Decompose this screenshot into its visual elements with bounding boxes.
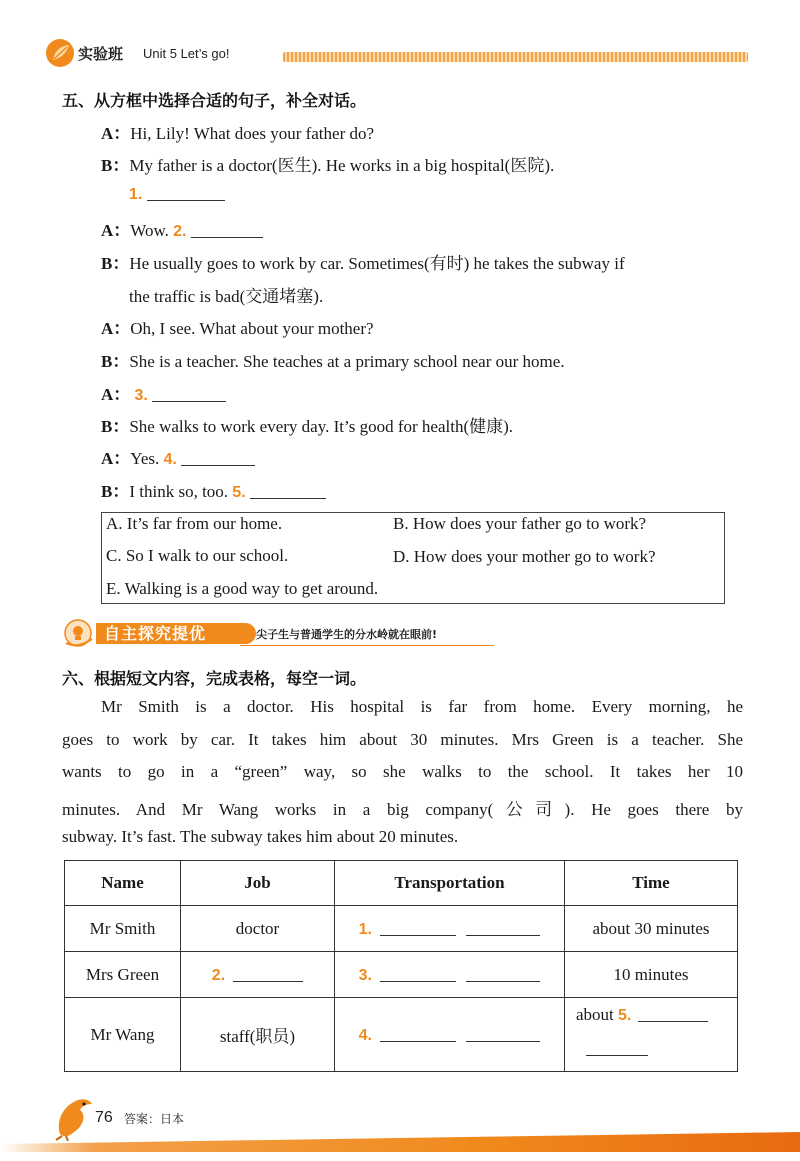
dialogue-line xyxy=(101,477,326,502)
passage-line: subway. It’s fast. The subway takes him about 20 minutes. xyxy=(62,827,459,846)
blank-number: 2. xyxy=(173,223,187,240)
table-blank-1b[interactable] xyxy=(466,934,540,936)
answer-blank-5[interactable] xyxy=(250,497,326,499)
cell-job: doctor xyxy=(181,906,335,952)
dialogue-text: Yes. xyxy=(130,449,160,468)
header-divider xyxy=(283,52,748,62)
cell-time xyxy=(565,998,738,1072)
option-d: D. How does your mother go to work? xyxy=(393,547,656,566)
header-name: Name xyxy=(65,861,181,906)
dialogue-line xyxy=(129,184,225,204)
cell-job: staff(职员) xyxy=(181,998,335,1072)
cell-transportation xyxy=(335,906,565,952)
dialogue-text: Hi, Lily! What does your father do? xyxy=(130,124,375,143)
speaker-label: B： xyxy=(101,352,130,371)
dialogue-line xyxy=(101,151,554,176)
option-a: A. It’s far from our home. xyxy=(106,514,283,533)
table-blank-2[interactable] xyxy=(233,980,303,982)
section-6-title: 六、根据短文内容，完成表格，每空一词。 xyxy=(62,669,367,688)
header-time: Time xyxy=(565,861,738,906)
dialogue-line xyxy=(101,347,565,372)
table-blank-5a[interactable] xyxy=(638,1020,708,1022)
dialogue-text: I think so, too. xyxy=(129,482,229,501)
table-blank-3a[interactable] xyxy=(380,980,456,982)
dialogue-text: the traffic is bad(交通堵塞). xyxy=(129,287,324,306)
banner-underline xyxy=(240,645,494,646)
blank-number: 3. xyxy=(358,966,372,984)
dialogue-line xyxy=(101,314,374,339)
answer-blank-4[interactable] xyxy=(181,464,255,466)
answer-blank-3[interactable] xyxy=(152,400,226,402)
dialogue-text: My father is a doctor(医生). He works in a big hospital(医院). xyxy=(129,156,555,175)
speaker-label: A： xyxy=(101,124,131,143)
option-e: E. Walking is a good way to get around. xyxy=(106,579,379,598)
banner-subtitle: 尖子生与普通学生的分水岭就在眼前! xyxy=(256,628,438,641)
speaker-label: B： xyxy=(101,254,130,273)
passage-line: wants to go in a “green” way, so she walks to the school. It takes her 10 xyxy=(62,762,743,781)
passage-line: Mr Smith is a doctor. His hospital is far from home. Every morning, he xyxy=(101,697,743,716)
table-row xyxy=(65,952,738,998)
cell-transportation xyxy=(335,952,565,998)
speaker-label: A： xyxy=(101,385,131,404)
cell-name: Mrs Green xyxy=(65,952,181,998)
blank-number: 3. xyxy=(134,387,148,404)
dialogue-line xyxy=(101,119,374,144)
brand-title: 实验班 xyxy=(78,45,124,63)
dialogue-text: She is a teacher. She teaches at a primary school near our home. xyxy=(129,352,565,371)
speaker-label: B： xyxy=(101,417,130,436)
time-prefix: about xyxy=(576,1004,614,1024)
passage-line: goes to work by car. It takes him about 30 minutes. Mrs Green is a teacher. She xyxy=(62,730,743,749)
table-blank-1a[interactable] xyxy=(380,934,456,936)
dolphin-mascot-icon xyxy=(52,1092,96,1142)
banner-title: 自主探究提优 xyxy=(96,623,256,644)
dialogue-text: She walks to work every day. It’s good for health(健康). xyxy=(129,417,514,436)
header-transportation: Transportation xyxy=(335,861,565,906)
dialogue-text: Oh, I see. What about your mother? xyxy=(130,319,374,338)
cell-job xyxy=(181,952,335,998)
cell-transportation xyxy=(335,998,565,1072)
blank-number: 1. xyxy=(129,186,143,203)
section-5-title: 五、从方框中选择合适的句子，补全对话。 xyxy=(62,91,367,110)
blank-number: 4. xyxy=(358,1026,372,1044)
cell-name: Mr Smith xyxy=(65,906,181,952)
passage-line: minutes. And Mr Wang works in a big company(公司). He goes there by xyxy=(62,800,743,819)
speaker-label: B： xyxy=(101,482,130,501)
answer-blank-2[interactable] xyxy=(191,236,263,238)
dialogue-text: He usually goes to work by car. Sometimes(有时) he takes the subway if xyxy=(129,254,625,273)
blank-number: 2. xyxy=(211,966,226,984)
table-header-row xyxy=(65,861,738,906)
option-c: C. So I walk to our school. xyxy=(106,546,289,565)
answer-blank-1[interactable] xyxy=(147,199,225,201)
dialogue-line xyxy=(101,380,226,405)
blank-number: 4. xyxy=(163,451,177,468)
footer-stripe xyxy=(0,1132,800,1152)
cell-time: 10 minutes xyxy=(565,952,738,998)
dialogue-line xyxy=(101,444,255,469)
page-number: 76 xyxy=(95,1109,113,1126)
header-job: Job xyxy=(181,861,335,906)
dialogue-text: Wow. xyxy=(130,221,169,240)
table-blank-4b[interactable] xyxy=(466,1040,540,1042)
unit-title: Unit 5 Let’s go! xyxy=(143,46,230,61)
bulb-badge-icon xyxy=(62,619,98,647)
table-blank-3b[interactable] xyxy=(466,980,540,982)
table-blank-5b[interactable] xyxy=(586,1054,648,1056)
dialogue-line xyxy=(101,249,625,274)
speaker-label: A： xyxy=(101,449,131,468)
dialogue-line xyxy=(101,412,513,437)
cell-name: Mr Wang xyxy=(65,998,181,1072)
table-blank-4a[interactable] xyxy=(380,1040,456,1042)
blank-number: 1. xyxy=(358,920,372,938)
info-table xyxy=(64,860,738,1072)
blank-number: 5. xyxy=(232,484,246,501)
speaker-label: A： xyxy=(101,319,131,338)
speaker-label: A： xyxy=(101,221,131,240)
table-row xyxy=(65,906,738,952)
answer-note: 答案：日本 xyxy=(124,1112,185,1126)
blank-number: 5. xyxy=(618,1006,632,1024)
speaker-label: B： xyxy=(101,156,130,175)
dialogue-line xyxy=(129,282,323,307)
leaf-logo-icon xyxy=(45,38,75,68)
option-b: B. How does your father go to work? xyxy=(393,514,647,533)
cell-time: about 30 minutes xyxy=(565,906,738,952)
table-row xyxy=(65,998,738,1072)
dialogue-line xyxy=(101,216,263,241)
